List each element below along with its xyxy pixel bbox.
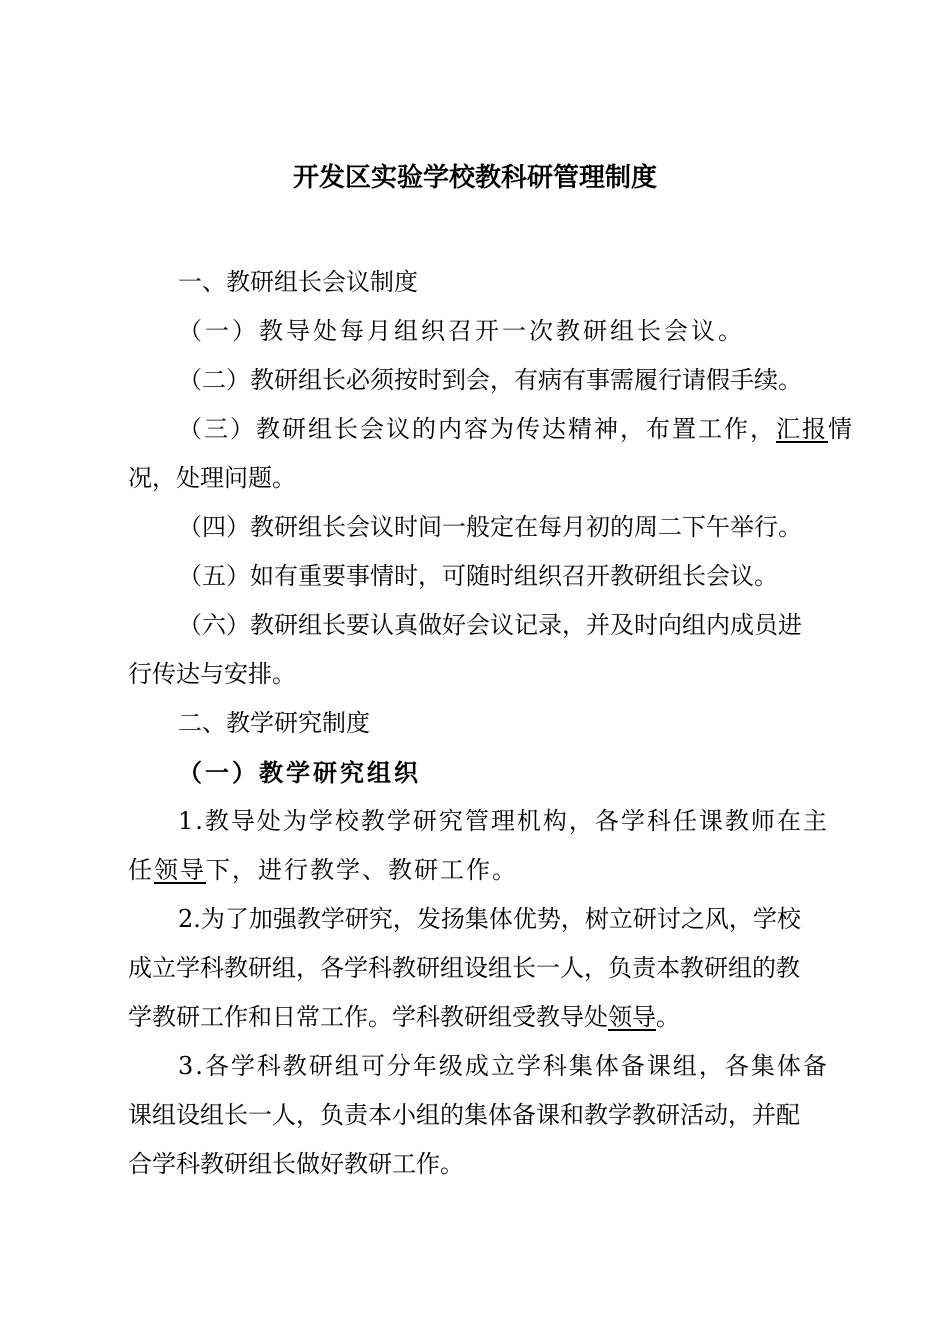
document-title: 开发区实验学校教科研管理制度 [292, 163, 657, 193]
section-2-heading: 二、教学研究制度 [178, 709, 370, 737]
item-3-text-b: 情 [828, 415, 854, 443]
paragraph-2-line-3 [128, 993, 828, 1042]
section-1-item-2: （二）教研组长必须按时到会，有病有事需履行请假手续。 [178, 366, 802, 394]
item-3-text-a: （三）教研组长会议的内容为传达精神，布置工作， [178, 415, 776, 443]
section-2-subheading-1: （一）教学研究组织 [178, 758, 421, 787]
paragraph-3-line-2: 课组设组长一人，负责本小组的集体备课和教学教研活动，并配 [128, 1101, 800, 1129]
paragraph-2-line-1: 2.为了加强教学研究，发扬集体优势，树立研讨之风，学校 [178, 905, 801, 933]
p1-text-a: 任 [128, 856, 154, 884]
section-1-heading: 一、教研组长会议制度 [178, 268, 418, 296]
item-3-underlined-term: 汇报 [776, 415, 828, 443]
p1-underlined-term: 领导 [154, 856, 206, 884]
section-1-item-1: （一）教导处每月组织召开一次教研组长会议。 [178, 317, 745, 345]
section-1-item-4: （四）教研组长会议时间一般定在每月初的周二下午举行。 [178, 513, 802, 541]
paragraph-3-line-1: 3.各学科教研组可分年级成立学科集体备课组，各集体备 [178, 1052, 829, 1080]
p2-text-a: 学教研工作和日常工作。学科教研组受教导处 [128, 1003, 608, 1031]
paragraph-3-line-3: 合学科教研组长做好教研工作。 [128, 1150, 464, 1178]
section-1-item-3-line-1 [128, 405, 854, 454]
paragraph-2-line-2: 成立学科教研组，各学科教研组设组长一人，负责本教研组的教 [128, 954, 800, 982]
paragraph-1-line-1: 1.教导处为学校教学研究管理机构，各学科任课教师在主 [178, 807, 829, 835]
document-body [128, 258, 854, 1189]
section-1-item-6-line-1: （六）教研组长要认真做好会议记录，并及时向组内成员进 [178, 611, 802, 639]
section-1-item-6-line-2: 行传达与安排。 [128, 660, 296, 688]
p2-text-b: 。 [656, 1003, 680, 1031]
p2-underlined-term: 领导 [608, 1003, 656, 1031]
paragraph-1-line-2 [128, 846, 828, 895]
p1-text-b: 下，进行教学、教研工作。 [206, 856, 518, 884]
section-1-item-5: （五）如有重要事情时，可随时组织召开教研组长会议。 [178, 562, 778, 590]
section-1-item-3-line-2: 况，处理问题。 [128, 464, 296, 492]
